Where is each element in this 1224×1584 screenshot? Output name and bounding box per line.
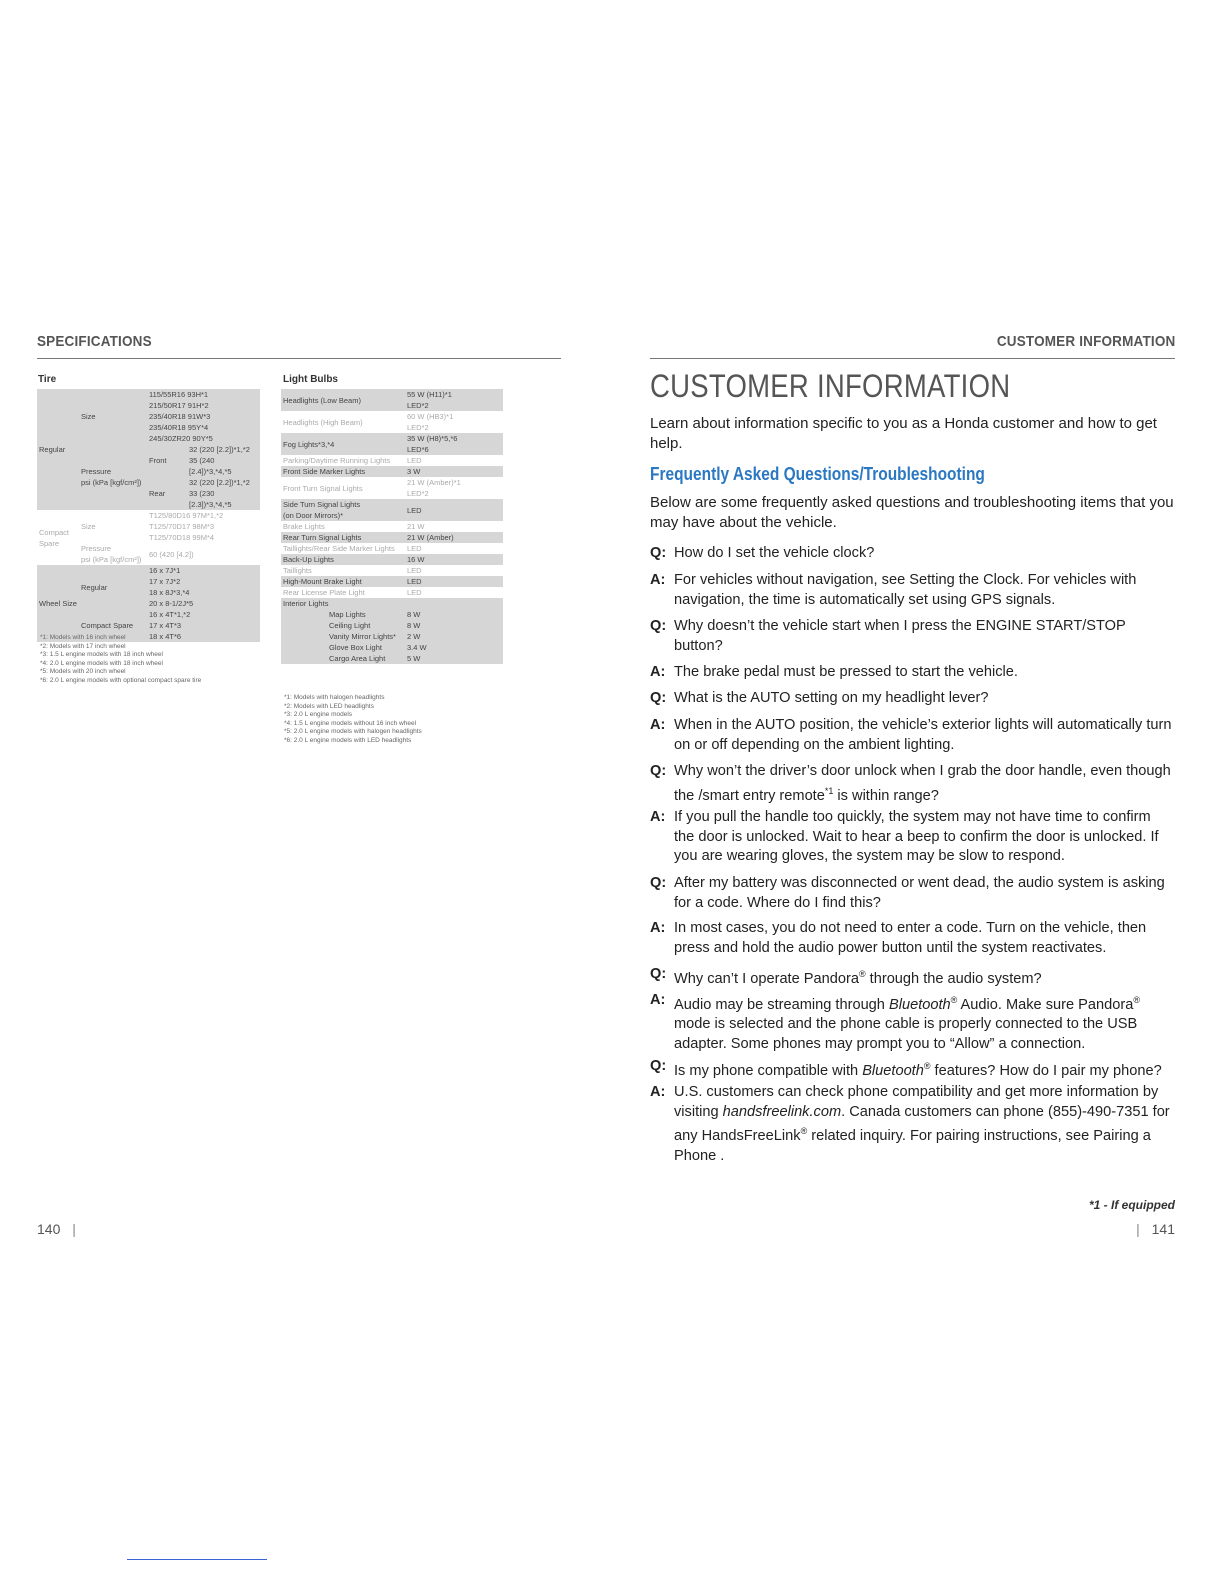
bulb-name (281, 499, 405, 521)
tire-rear-value: 33 (230 [2.3])*3,*4,*5 (187, 488, 260, 510)
bulb-name: Rear License Plate Light (283, 588, 365, 597)
bulb-value-text-2: LED*2 (407, 401, 429, 410)
question-text-part: through the audio system? (865, 970, 1042, 987)
tire-notes (40, 634, 201, 685)
bulb-note: *5: 2.0 L engine models with halogen headlights (284, 728, 422, 735)
tire-size-value: 115/55R16 93H*1 (147, 389, 260, 400)
faq-question (650, 544, 1174, 564)
question-text-part: Is my phone compatible with (674, 1062, 863, 1079)
answer-text-part: U.S. customers can check phone compatibility and get more information by visiting (674, 1084, 1159, 1120)
bulb-value-text-2: LED*6 (407, 445, 429, 454)
question-text-part: is within range? (833, 787, 939, 804)
bulb-note: *2: Models with LED headlights (284, 702, 374, 710)
registered-mark: ® (1133, 995, 1140, 1005)
bulb-name: Back-Up Lights (281, 554, 405, 565)
bulbs-notes (284, 694, 422, 745)
q-label: Q: (650, 545, 667, 561)
question-text: What is the AUTO setting on my headlight lever? (674, 690, 989, 706)
question-text: After my battery was disconnected or went dead, the audio system is asking for a code. Where do I find this? (674, 875, 1165, 911)
bluetooth-term: Bluetooth (888, 996, 951, 1013)
tire-note: *6: 2.0 L engine models with optional compact spare tire (40, 676, 202, 684)
bulb-name: Front Turn Signal Lights (283, 483, 363, 493)
faq-question (650, 965, 1174, 989)
spare-size-label: Size (81, 522, 96, 531)
spare-size-value: T125/70D18 99M*4 (149, 533, 215, 542)
page-number: 141 (1151, 1221, 1175, 1237)
spare-pressure-unit: psi (kPa [kgf/cm²]) (81, 555, 142, 564)
bulb-name-text-2: (on Door Mirrors)* (283, 511, 344, 520)
interior-light-name: Map Lights (281, 609, 405, 620)
footnote-marker: *1 (824, 785, 834, 796)
faq-answer (650, 571, 1174, 610)
faq-intro: Below are some frequently asked questions and troubleshooting items that you may have about the vehicle. (650, 494, 1174, 531)
bulb-value (405, 477, 503, 499)
left-page-header: SPECIFICATIONS (37, 333, 152, 350)
registered-mark: ® (800, 1126, 808, 1137)
tire-size-value: 235/40R18 95Y*4 (147, 422, 260, 433)
wheel-compact-label: Compact Spare (79, 609, 147, 642)
spare-pressure-value: 60 (420 [4.2]) (149, 549, 194, 559)
bulb-value-text: 21 W (Amber)*1 (407, 478, 461, 487)
wheel-regular-value: 20 x 8-1/2J*5 (147, 598, 260, 609)
faq-heading: Frequently Asked Questions/Troubleshooting (650, 464, 985, 484)
bulb-name: Headlights (High Beam) (283, 417, 363, 427)
bluetooth-term: Bluetooth (862, 1062, 924, 1079)
tire-size-value: 245/30ZR20 90Y*5 (147, 433, 260, 444)
spare-pressure-label (79, 543, 147, 565)
page-title: CUSTOMER INFORMATION (650, 368, 1011, 404)
tire-note: *1: Models with 16 inch wheel (40, 634, 126, 641)
page-separator: | (1136, 1221, 1140, 1237)
answer-text: For vehicles without navigation, see Setting the Clock. For vehicles with navigation, the time is automatically set using GPS signals. (674, 572, 1137, 608)
bulb-note: *6: 2.0 L engine models with LED headlights (284, 736, 412, 744)
question-text (674, 965, 1174, 989)
handsfreelink-link[interactable]: handsfreelink.com (722, 1103, 842, 1120)
bulb-value: 21 W (407, 522, 425, 531)
answer-text-part: . Canada customers can phone (855)-490-7351 for any HandsFreeLink (674, 1103, 1170, 1145)
right-page-header: CUSTOMER INFORMATION (996, 333, 1175, 350)
bulb-note: *1: Models with halogen headlights (284, 694, 385, 701)
bulb-value: LED (407, 544, 422, 553)
tire-note: *5: Models with 20 inch wheel (40, 668, 126, 675)
link-underline (127, 1559, 267, 1560)
bulb-value-text-2: LED*2 (407, 423, 429, 432)
bulb-value-text: 55 W (H11)*1 (407, 390, 452, 399)
a-label: A: (650, 920, 666, 936)
faq-question (650, 689, 1174, 709)
registered-mark: ® (923, 1061, 931, 1071)
question-text (674, 1057, 1174, 1081)
q-label: Q: (650, 763, 667, 779)
spare-size-value: T125/70D17 98M*3 (149, 522, 215, 531)
answer-text (674, 1083, 1174, 1166)
tire-pressure-unit: psi (kPa [kgf/cm²]) (81, 478, 142, 487)
bulbs-table (281, 389, 503, 664)
question-text-part: Why can’t I operate Pandora (674, 970, 859, 987)
wheel-compact-value: 16 x 4T*1,*2 (147, 609, 260, 620)
bulb-value: LED (407, 456, 422, 465)
bulb-value: 21 W (Amber) (405, 532, 503, 543)
tire-front-value: 32 (220 [2.2])*1,*2 (187, 444, 260, 455)
wheel-regular-value: 18 x 8J*3,*4 (147, 587, 260, 598)
intro-paragraph: Learn about information specific to you as a Honda customer and how to get help. (650, 415, 1157, 452)
faq-answer (650, 716, 1174, 755)
bulb-name: Fog Lights*3,*4 (281, 433, 405, 455)
faq-question (650, 1057, 1174, 1081)
tire-size-label: Size (79, 389, 147, 444)
bulb-note: *3: 2.0 L engine models (284, 711, 353, 718)
a-label: A: (650, 809, 666, 825)
bulb-value (405, 433, 503, 455)
bulb-value: LED (407, 566, 422, 575)
tire-note: *2: Models with 17 inch wheel (40, 642, 126, 650)
tire-rear-value: 32 (220 [2.2])*1,*2 (187, 477, 260, 488)
faq-answer (650, 991, 1174, 1055)
tire-note: *4: 2.0 L engine models with 18 inch wheel (40, 659, 163, 667)
wheel-size-label: Wheel Size (37, 565, 79, 642)
interior-light-name: Ceiling Light (281, 620, 405, 631)
left-page-number (37, 1221, 76, 1237)
answer-text: In most cases, you do not need to enter a code. Turn on the vehicle, then press and hold the audio power button until the system reactivates. (674, 920, 1147, 956)
bulb-name: High-Mount Brake Light (281, 576, 405, 587)
answer-text-part: mode is selected and the phone cable is properly connected to the USB adapter. Some phones may prompt you to “Allow” a connection. (674, 1016, 1138, 1053)
a-label: A: (650, 992, 666, 1008)
bulb-name: Taillights (283, 566, 312, 575)
interior-light-value: 3.4 W (405, 642, 503, 653)
bulbs-table-title: Light Bulbs (283, 374, 338, 385)
bulb-value: 16 W (405, 554, 503, 565)
q-label: Q: (650, 966, 667, 982)
wheel-regular-value: 16 x 7J*1 (147, 565, 260, 576)
bulb-name: Headlights (Low Beam) (281, 389, 405, 411)
answer-text (674, 991, 1174, 1055)
wheel-regular-value: 17 x 7J*2 (147, 576, 260, 587)
interior-lights-title: Interior Lights (281, 598, 503, 609)
bulb-value: 3 W (405, 466, 503, 477)
answer-text-part: Audio may be streaming through (674, 996, 889, 1013)
bulb-value: LED (405, 576, 503, 587)
bulb-note: *4: 1.5 L engine models without 16 inch wheel (284, 719, 417, 727)
question-text-part: Why won’t the driver’s door unlock when I grab the door handle, even though the /smart entry remote (674, 763, 1171, 804)
faq-question (650, 762, 1174, 806)
interior-light-value: 2 W (405, 631, 503, 642)
interior-light-value: 8 W (405, 620, 503, 631)
question-text: Why doesn’t the vehicle start when I press the ENGINE START/STOP button? (674, 618, 1126, 654)
bulb-name: Brake Lights (283, 522, 325, 531)
right-page-number (1136, 1221, 1175, 1237)
q-label: Q: (650, 1058, 667, 1074)
tire-compact-spare-label: Compact Spare (39, 527, 70, 548)
answer-text: When in the AUTO position, the vehicle’s exterior lights will automatically turn on or off depending on the ambient lighting. (674, 717, 1172, 753)
interior-light-value: 8 W (405, 609, 503, 620)
page-separator: | (72, 1221, 76, 1237)
tire-pressure-text: Pressure (81, 467, 112, 476)
bulb-value: LED (407, 588, 422, 597)
bulb-name-text: Side Turn Signal Lights (283, 500, 361, 509)
interior-light-value: 5 W (405, 653, 503, 664)
spare-pressure-text: Pressure (81, 544, 112, 553)
q-label: Q: (650, 875, 667, 891)
a-label: A: (650, 1084, 666, 1100)
wheel-regular-label: Regular (79, 565, 147, 609)
tire-rear-label: Rear (147, 477, 187, 510)
bulb-value-text: 60 W (HB3)*1 (407, 412, 454, 421)
faq-question (650, 874, 1174, 913)
tire-regular-label: Regular (37, 389, 79, 510)
tire-front-label: Front (147, 444, 187, 477)
question-text: How do I set the vehicle clock? (674, 545, 875, 561)
bulb-value-text: 35 W (H8)*5,*6 (407, 434, 458, 443)
left-header-rule (37, 358, 561, 359)
tire-front-value: 35 (240 [2.4])*3,*4,*5 (187, 455, 260, 477)
answer-text-part: Audio. Make sure Pandora (957, 996, 1134, 1013)
tire-note: *3: 1.5 L engine models with 18 inch wheel (40, 651, 163, 658)
faq-answer (650, 808, 1174, 867)
bulb-name: Taillights/Rear Side Marker Lights (283, 544, 395, 553)
interior-light-name: Cargo Area Light (281, 653, 405, 664)
wheel-compact-value: 17 x 4T*3 (147, 620, 260, 631)
tire-size-value: 215/50R17 91H*2 (147, 400, 260, 411)
interior-light-name: Glove Box Light (281, 642, 405, 653)
a-label: A: (650, 717, 666, 733)
tire-table (37, 389, 260, 642)
tire-size-value: 235/40R18 91W*3 (147, 411, 260, 422)
faq-answer (650, 663, 1174, 683)
faq-answer (650, 1083, 1174, 1166)
right-header-rule (650, 358, 1175, 359)
bulb-value: LED (405, 499, 503, 521)
bulb-value (405, 411, 503, 433)
bulb-name: Rear Turn Signal Lights (281, 532, 405, 543)
tire-table-title: Tire (38, 374, 57, 385)
registered-mark: ® (950, 995, 958, 1005)
question-text (674, 762, 1174, 806)
a-label: A: (650, 572, 666, 588)
tire-pressure-label (79, 444, 147, 510)
q-label: Q: (650, 690, 667, 706)
faq-question (650, 617, 1174, 656)
a-label: A: (650, 664, 666, 680)
bulb-value-text-2: LED*2 (407, 489, 429, 498)
wheel-compact-value: 18 x 4T*6 (147, 631, 260, 642)
bulb-name: Front Side Marker Lights (281, 466, 405, 477)
footnote: *1 - If equipped (1088, 1198, 1175, 1212)
answer-text: The brake pedal must be pressed to start the vehicle. (674, 664, 1018, 680)
q-label: Q: (650, 618, 667, 634)
page-number: 140 (37, 1221, 61, 1237)
faq-answer (650, 919, 1174, 958)
answer-text: If you pull the handle too quickly, the system may not have time to confirm the door is unlocked. Wait to hear a beep to confirm the door is unlocked. If you are wearing gloves, the system may be slow to respond. (674, 809, 1159, 865)
bulb-name: Parking/Daytime Running Lights (283, 456, 391, 465)
interior-light-name: Vanity Mirror Lights* (281, 631, 405, 642)
registered-mark: ® (858, 969, 866, 979)
question-text-part: features? How do I pair my phone? (930, 1062, 1162, 1079)
spare-size-value: T125/80D16 97M*1,*2 (149, 511, 224, 520)
answer-text-part: related inquiry. For pairing instructions, see Pairing a Phone . (674, 1128, 1151, 1164)
bulb-value (405, 389, 503, 411)
